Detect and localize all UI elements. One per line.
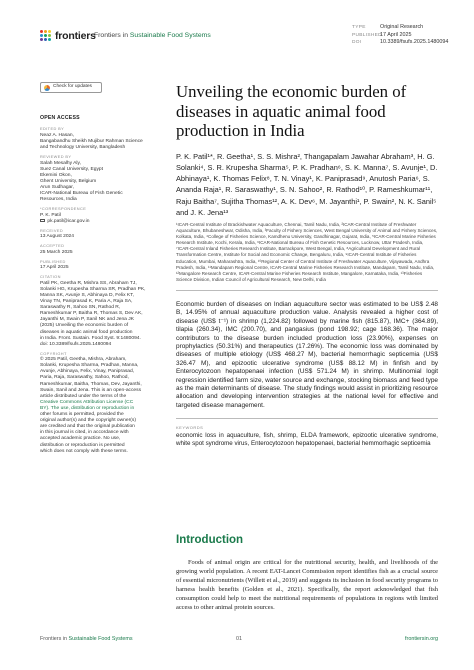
meta-published-key: PUBLISHED: [352, 32, 382, 38]
section-line: P. K. Patil: [40, 212, 61, 218]
section-key: EDITED BY: [40, 126, 65, 132]
site-link[interactable]: frontiersin.org: [405, 636, 438, 642]
meta-doi-value[interactable]: 10.3389/fsufs.2025.1480094: [380, 39, 449, 46]
keywords: economic loss in aquaculture, fish, shrimp, ELDA framework, epizootic ulcerative syndrome, white spot syndrome virus, Enterocytozoon hepatopenaei, bacterial hemmorhagic septicemia: [176, 432, 438, 448]
divider: [176, 290, 438, 291]
check-for-updates-label: Check for updates: [53, 84, 92, 90]
section-line: in this journal is cited, in accordance with: [40, 430, 129, 436]
license-link[interactable]: Creative Commons Attribution License (CC: [40, 399, 134, 405]
section-line: 25 March 2025: [40, 249, 73, 255]
section-key: CITATION: [40, 274, 61, 280]
section-line: Jayanthi M, Swain P, Sanil NK and Jena JK: [40, 317, 134, 323]
meta-published-value: 17 April 2025: [380, 31, 412, 38]
section-key: *CORRESPONDENCE: [40, 206, 87, 212]
section-line: in India. Front. Sustain. Food Syst. 9:1480094.: [40, 335, 141, 341]
affiliations: ¹ICAR-Central Institute of Brackishwater Aquaculture, Chennai, Tamil Nadu, India, ²ICAR-Central Institute of Freshwater Aquaculture, Bhubaneshwar, Odisha, India, ³Faculty of Fishery Sciences, West Bengal University of Animal and Fishery Sciences, Kolkata, India, ⁴College of Fisheries Science, Kamdhenu University, Gandhinagar, Gujarat, India, ⁵ICAR-Central Marine Fisheries Research Institute, Kochi, Kerala, India, ⁶ICAR-National Bureau of Fish Genetic Resources, Lucknow, Uttar Pradesh, India, ⁷ICAR-Central Inland Fisheries Research Institute, Barrackpore, West Bengal, India, ⁸Agricultural Development and Rural Transformation Centre, Institute for Social and Economic Change, Bengaluru, India, ⁹ICAR-Central Institute of Fisheries Education, Mumbai, Maharashtra, India, ¹⁰Regional Center of Central Institute of Freshwater Aquaculture, Vijayawada, Andhra Pradesh, India, ¹¹Mandapam Regional Centre, ICAR-Central Marine Fisheries Research Institute, Mandapam, Tamil Nadu, India, ¹²Mangalore Research Centre, ICAR-Central Marine Fisheries Research Institute, Mangalore, Karnataka, India, ¹³Fisheries Science Division, Indian Council of Agricultural Research, New Delhi, India: [176, 222, 438, 282]
section-line: Suez Canal University, Egypt: [40, 166, 103, 172]
edited-by-section: [40, 126, 158, 151]
footer-journal[interactable]: [40, 636, 133, 642]
check-for-updates-button[interactable]: [40, 82, 102, 93]
article-title: Unveiling the economic burden of diseases in aquatic animal food production in India: [176, 82, 407, 141]
published-section: [40, 259, 158, 272]
article-meta: [352, 24, 448, 47]
section-line: original author(s) and the copyright owner(s): [40, 418, 136, 424]
reviewed-by-section: [40, 154, 158, 203]
section-line: Salah Mesalhy Aly,: [40, 160, 81, 166]
section-line: Manna SK, Avunje S, Abhinaya D, Felix KT,: [40, 292, 134, 298]
section-line: are credited and that the original publication: [40, 424, 135, 430]
meta-type-value: Original Research: [380, 24, 424, 30]
section-line: distribution or reproduction is permitted: [40, 442, 125, 448]
section-line: Paria, Raja, Saraswathy, Sahoo, Rathod,: [40, 375, 129, 381]
section-line: ICAR-National Bureau of Fish Genetic: [40, 190, 123, 196]
received-section: [40, 228, 158, 241]
accepted-section: [40, 243, 158, 256]
section-key: REVIEWED BY: [40, 154, 72, 160]
correspondence-section: [40, 206, 158, 225]
section-key: COPYRIGHT: [40, 350, 67, 356]
email-row[interactable]: [40, 219, 158, 225]
section-line: which does not comply with these terms.: [40, 448, 128, 454]
section-line: 17 April 2025: [40, 265, 69, 271]
section-line: Saraswathy R, Sahoo SN, Rathod R,: [40, 305, 121, 311]
section-line: diseases in aquatic animal food production: [40, 329, 133, 335]
section-line: article distributed under the terms of the: [40, 393, 127, 399]
article-main: [176, 82, 438, 448]
section-line: accepted academic practice. No use,: [40, 436, 121, 442]
section-key: RECEIVED: [40, 227, 64, 233]
section-line: Neaz A. Hasan,: [40, 132, 74, 138]
section-line: (2025) Unveiling the economic burden of: [40, 323, 129, 329]
copyright-section: [40, 351, 158, 455]
page-number: 01: [236, 636, 242, 642]
section-key: PUBLISHED: [40, 258, 66, 264]
section-line: Arun Sudhagar,: [40, 184, 74, 190]
section-line: Resources, India: [40, 197, 77, 203]
author-list[interactable]: P. K. Patil¹*, R. Geetha¹, S. S. Mishra², Thangapalam Jawahar Abraham³, H. G. Solanki⁴, S. R. Krupesha Sharma⁵, P. K. Pradhan⁶, S. K. Manna⁷, S. Avunje¹, D. Abhinaya¹, K. Thomas Felix⁸, T. N. Vinay¹, K. Paniprasad⁹, Anutosh Paria⁶, S. Ananda Raja¹, R. Saraswathy¹, S. N. Sahoo², R. Rathod¹⁰, P. Rameshkumar¹¹, Raju Baitha⁷, Sujitha Thomas¹², A. K. Dev⁶, M. Jayanthi¹, P. Swain², N. K. Sanil⁵ and J. K. Jena¹³: [176, 151, 438, 217]
section-line: Ekemini Okon,: [40, 172, 72, 178]
section-line: © 2025 Patil, Geetha, Mishra, Abraham,: [40, 357, 127, 363]
section-line: 13 August 2024: [40, 234, 74, 240]
abstract: Economic burden of diseases on Indian aquaculture sector was estimated to be US$ 2.48 B, 14.95% of annual aquaculture production value. Analysis revealed a higher cost of disease (US$ t⁻¹) in shrimp (1,224.82) followed by marine fish (815.87), IMC+ (364.89), tilapia (260.34), IMC (200.70), and pangasius (pond 198.92; cage 168.36). The major contributors to the disease burden included production loss (23.90%), expenses on prophylactics (50.31%) and therapeutics (17.26%). The economic loss was dominated by diseases of multiple etiology (US$ 468.27 M), bacterial hemorrhagic septicemia (US$ 326.47 M), and epizootic ulcerative syndrome (US$ 88.12 M) in finfish and by Enterocytozoon hepatopenaei infection (US$ 571.24 M) in shrimp. Multinomial logit regression identified farm size, water source and exchange, stocking biomass and feed type as the main determinants of disease. The study findings would assist in prioritizing resource allocation and developing intervention strategies at the national level for effective and targeted disease management.: [176, 300, 438, 409]
introduction-paragraph: Foods of animal origin are critical for the nutritional security, health, and livelihoods of the growing world population. A recent EAT-Lancet Commission report identifies fish as a crucial source of essential micronutrients (Willett et al., 2019) and suggests its inclusion in food security programs to harness health benefits (Golden et al., 2021). Specifically, the report acknowledged that fish consumption could help to meet the nutritional requirements of populations in regions with limited access to other animal protein sources.: [176, 559, 438, 612]
section-key: ACCEPTED: [40, 243, 65, 249]
divider: [176, 418, 438, 419]
brand-name: frontiers: [55, 30, 96, 42]
section-line: Rameshkumar P, Baitha R, Thomas S, Dev AK,: [40, 311, 143, 317]
section-line: Swain, Sanil and Jena. This is an open-access: [40, 387, 142, 393]
frontiers-dots-icon: [40, 30, 52, 42]
footer-journal-prefix: Frontiers in: [40, 636, 67, 642]
section-line: other forums is permitted, provided the: [40, 412, 124, 418]
section-line: Bangabandhu Sheikh Mujibur Rahman Science: [40, 138, 143, 144]
mail-icon: [40, 219, 45, 223]
meta-type-key: TYPE: [352, 25, 366, 30]
journal-prefix: Frontiers in: [94, 32, 128, 39]
section-line: Patil PK, Geetha R, Mishra SS, Abraham TJ,: [40, 280, 137, 286]
refresh-icon: [44, 85, 50, 91]
section-line: Avunje, Abhinaya, Felix, Vinay, Paniprasad,: [40, 369, 135, 375]
keywords-label: KEYWORDS: [176, 425, 204, 431]
meta-doi-key: DOI: [352, 40, 362, 46]
open-access-label: OPEN ACCESS: [40, 115, 80, 121]
email-link[interactable]: pk.patil@icar.gov.in: [47, 218, 90, 224]
section-line: Rameshkumar, Baitha, Thomas, Dev, Jayanthi,: [40, 381, 142, 387]
journal-title[interactable]: [94, 32, 211, 39]
citation-section: [40, 274, 158, 347]
license-link[interactable]: BY). The use, distribution or reproduction in: [40, 405, 135, 411]
section-heading-introduction: Introduction: [176, 534, 244, 546]
section-line: and Technology University, Bangladesh: [40, 145, 126, 150]
sidebar: [40, 82, 158, 458]
page-header: [0, 0, 474, 58]
section-line: doi: 10.3389/fsufs.2025.1480094: [40, 341, 112, 347]
section-line: Ghent University, Belgium: [40, 178, 97, 184]
frontiers-logo[interactable]: [40, 30, 96, 42]
journal-name: Sustainable Food Systems: [129, 32, 211, 39]
footer-journal-name: Sustainable Food Systems: [68, 636, 133, 642]
section-line: Solanki, Krupesha Sharma, Pradhan, Manna,: [40, 363, 139, 369]
section-line: Vinay TN, Paniprasad K, Paria A, Raja SA,: [40, 299, 133, 305]
section-line: Solanki HG, Krupesha Sharma SR, Pradhan PK,: [40, 286, 146, 292]
